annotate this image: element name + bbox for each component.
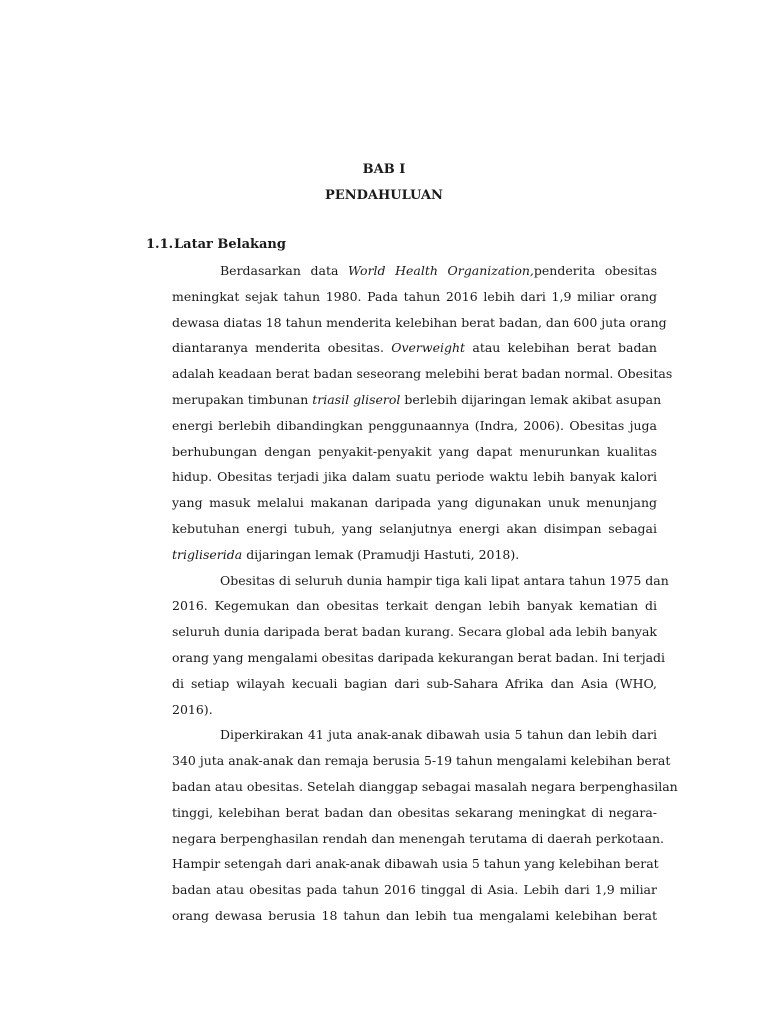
text-line	[172, 827, 665, 851]
text-run: dijaringan lemak (Pramudji Hastuti, 2018).	[242, 546, 520, 562]
text-line	[172, 620, 657, 644]
text-line	[172, 388, 662, 412]
text-line	[220, 259, 657, 283]
text-run: di setiap wilayah kecuali bagian dari sub-Sahara Afrika dan Asia (WHO,	[172, 675, 657, 691]
text-line	[172, 465, 657, 489]
text-run: 340 juta anak-anak dan remaja berusia 5-19 tahun mengalami kelebihan berat	[172, 753, 671, 769]
text-line	[172, 336, 657, 360]
text-line	[172, 491, 657, 515]
text-line	[172, 440, 657, 464]
text-line	[172, 594, 657, 618]
text-run: orang dewasa berusia 18 tahun dan lebih tua mengalami kelebihan berat	[172, 908, 657, 923]
text-run: adalah keadaan berat badan seseorang melebihi berat badan normal. Obesitas	[172, 366, 673, 382]
text-run: energi berlebih dibandingkan penggunaannya (Indra, 2006). Obesitas juga	[172, 417, 657, 433]
text-line	[172, 311, 667, 335]
chapter-number: BAB I	[362, 162, 406, 177]
text-run: seluruh dunia daripada berat badan kurang. Secara global ada lebih banyak	[172, 624, 657, 640]
text-line	[172, 775, 678, 799]
text-run: Berdasarkan data	[220, 263, 349, 278]
text-line	[172, 801, 657, 825]
text-line	[172, 646, 666, 670]
text-line	[220, 569, 669, 593]
text-run: kebutuhan energi tubuh, yang selanjutnya energi akan disimpan sebagai	[172, 521, 657, 536]
text-line	[172, 414, 657, 438]
italic-term: Overweight	[391, 340, 466, 356]
text-run: orang yang mengalami obesitas daripada kekurangan berat badan. Ini terjadi	[172, 650, 666, 665]
text-line	[172, 904, 657, 928]
text-run: berhubungan dengan penyakit-penyakit yang dapat menurunkan kualitas	[172, 443, 657, 459]
text-run: Obesitas di seluruh dunia hampir tiga kali lipat antara tahun 1975 dan	[220, 572, 669, 588]
italic-term: trigliserida	[172, 546, 243, 562]
text-line	[172, 698, 657, 722]
text-run: diantaranya menderita obesitas.	[172, 340, 392, 356]
section-heading	[146, 237, 286, 253]
text-line	[220, 723, 657, 747]
italic-term: triasil gliserol	[312, 392, 401, 407]
text-line	[172, 362, 673, 386]
text-line	[172, 285, 657, 309]
text-run: berlebih dijaringan lemak akibat asupan	[400, 392, 662, 407]
text-run: atau kelebihan berat badan	[465, 340, 657, 356]
text-run: penderita obesitas	[533, 263, 658, 278]
text-run: yang masuk melalui makanan daripada yang digunakan unuk menunjang	[172, 495, 657, 511]
text-run: 2016).	[172, 701, 213, 717]
text-line	[172, 543, 657, 567]
text-line	[172, 517, 657, 541]
text-run: dewasa diatas 18 tahun menderita kelebihan berat badan, dan 600 juta orang	[172, 314, 667, 330]
chapter-title: PENDAHULUAN	[325, 188, 443, 203]
text-run: hidup. Obesitas terjadi jika dalam suatu periode waktu lebih banyak kalori	[172, 469, 657, 485]
section-title: Latar Belakang	[174, 237, 286, 252]
text-line	[172, 852, 657, 876]
text-run: Diperkirakan 41 juta anak-anak dibawah usia 5 tahun dan lebih dari	[220, 727, 657, 743]
text-run: 2016. Kegemukan dan obesitas terkait dengan lebih banyak kematian di	[172, 598, 657, 614]
section-number: 1.1.	[146, 237, 174, 252]
text-run: badan atau obesitas pada tahun 2016 tinggal di Asia. Lebih dari 1,9 miliar	[172, 882, 657, 898]
text-run: badan atau obesitas. Setelah dianggap sebagai masalah negara berpenghasilan	[172, 779, 678, 794]
text-line	[172, 749, 671, 773]
text-run: Hampir setengah dari anak-anak dibawah usia 5 tahun yang kelebihan berat	[172, 856, 659, 872]
text-run: negara berpenghasilan rendah dan menengah terutama di daerah perkotaan.	[172, 830, 665, 846]
text-run: merupakan timbunan	[172, 392, 313, 407]
text-line	[172, 672, 657, 696]
text-run: tinggi, kelebihan berat badan dan obesitas sekarang meningkat di negara-	[172, 804, 657, 820]
text-run: meningkat sejak tahun 1980. Pada tahun 2016 lebih dari 1,9 miliar orang	[172, 288, 657, 304]
italic-term: World Health Organization,	[348, 263, 534, 278]
text-line	[172, 878, 657, 902]
